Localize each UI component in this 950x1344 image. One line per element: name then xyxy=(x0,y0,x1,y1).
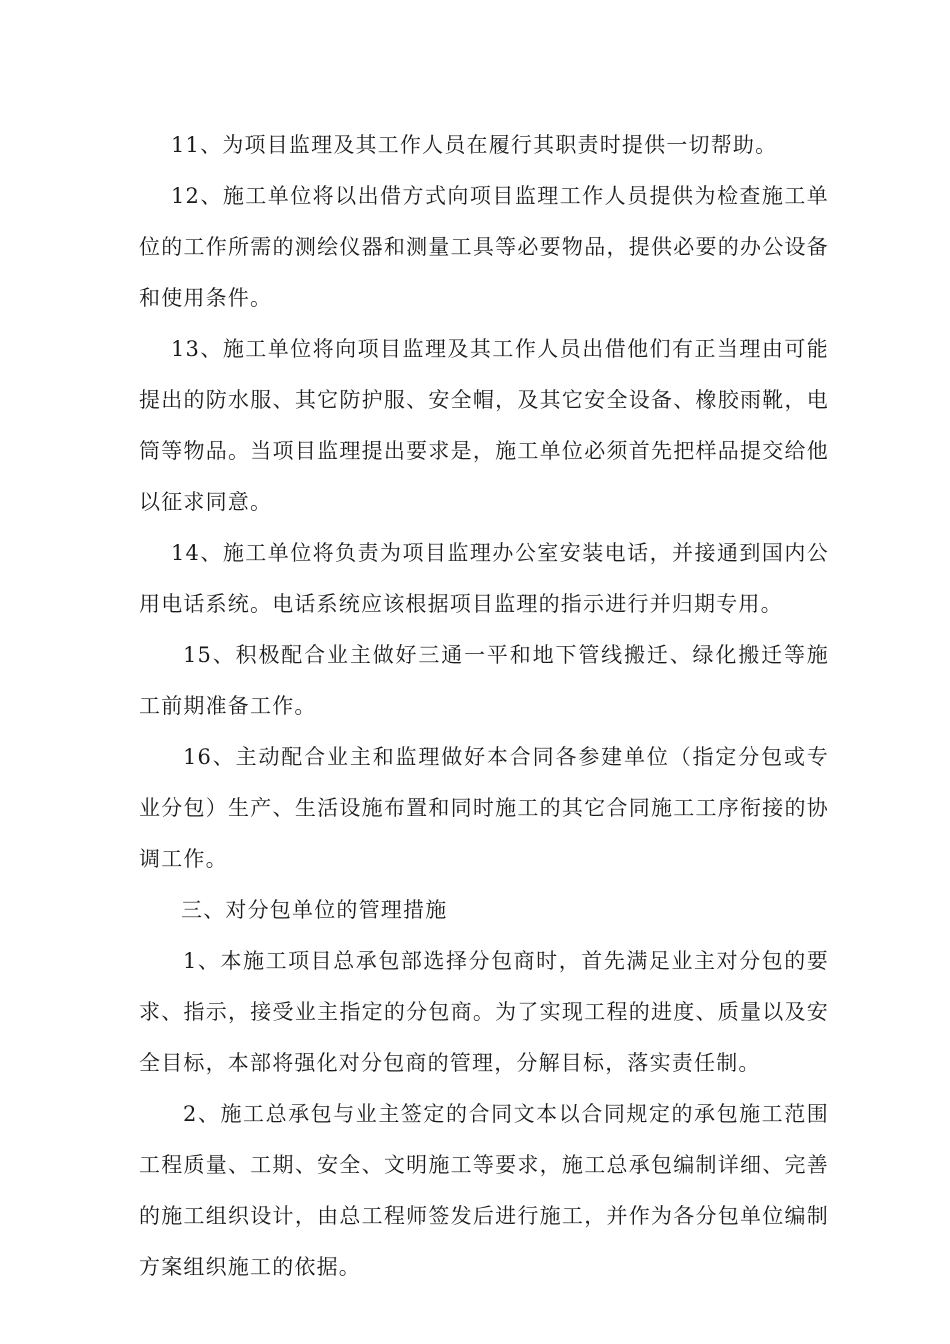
paragraph-16: 16、主动配合业主和监理做好本合同各参建单位（指定分包或专业分包）生产、生活设施布置和同时施工的其它合同施工工序衔接的协调工作。 xyxy=(139,745,829,871)
paragraph-13: 13、施工单位将向项目监理及其工作人员出借他们有正当理由可能提出的防水服、其它防护服、安全帽，及其它安全设备、橡胶雨靴，电筒等物品。当项目监理提出要求是，施工单位必须首先把样品提交给他以征求同意。 xyxy=(139,337,829,514)
paragraph-sub-1: 1、本施工项目总承包部选择分包商时，首先满足业主对分包的要求、指示，接受业主指定的分包商。为了实现工程的进度、质量以及安全目标，本部将强化对分包商的管理，分解目标，落实责任制。 xyxy=(139,949,829,1075)
paragraph-sub-2: 2、施工总承包与业主签定的合同文本以合同规定的承包施工范围工程质量、工期、安全、文明施工等要求，施工总承包编制详细、完善的施工组织设计，由总工程师签发后进行施工，并作为各分包单位编制方案组织施工的依据。 xyxy=(139,1102,829,1279)
paragraph-14: 14、施工单位将负责为项目监理办公室安装电话，并接通到国内公用电话系统。电话系统应该根据项目监理的指示进行并归期专用。 xyxy=(139,541,829,616)
document-body xyxy=(139,120,829,1293)
paragraph-12: 12、施工单位将以出借方式向项目监理工作人员提供为检查施工单位的工作所需的测绘仪器和测量工具等必要物品，提供必要的办公设备和使用条件。 xyxy=(139,184,829,310)
section-heading: 三、对分包单位的管理措施 xyxy=(181,898,448,922)
paragraph-15: 15、积极配合业主做好三通一平和地下管线搬迁、绿化搬迁等施工前期准备工作。 xyxy=(139,643,829,718)
paragraph-11: 11、为项目监理及其工作人员在履行其职责时提供一切帮助。 xyxy=(171,133,778,157)
